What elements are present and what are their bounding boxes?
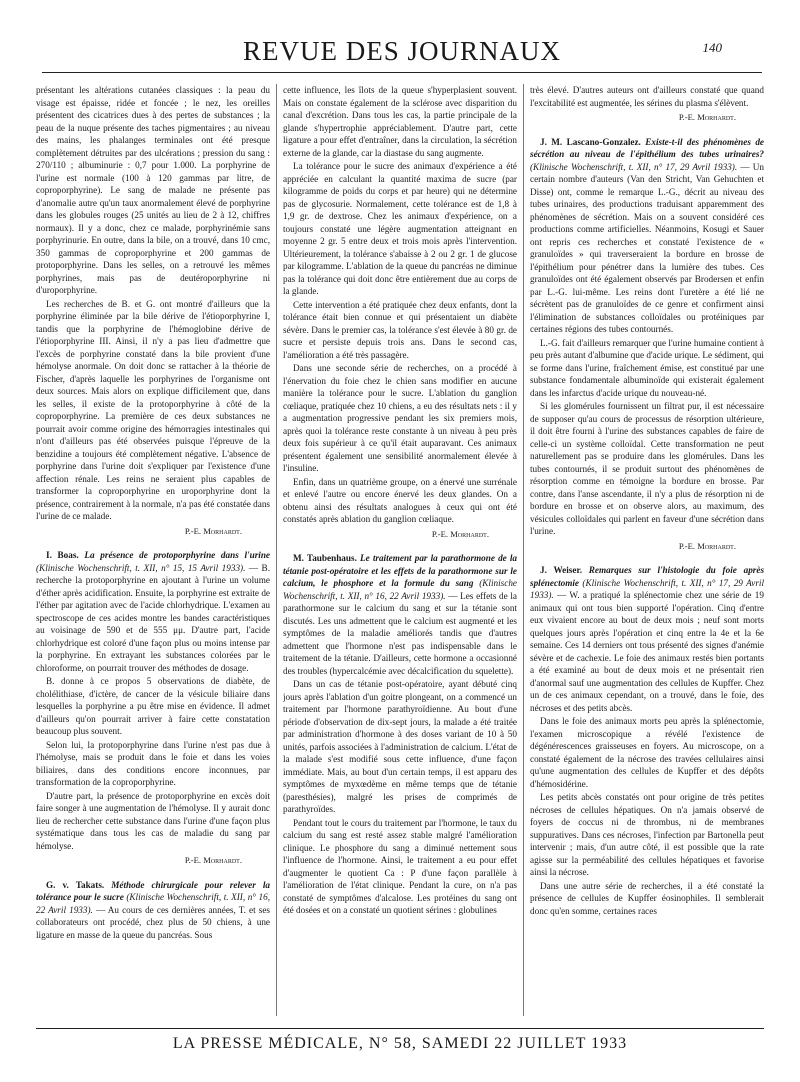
article-title: Méthode chirurgicale pour relever la tolérance pour le sucre	[36, 879, 270, 902]
article-citation: (Klinische Wochenschrift, t. XII, n° 16, 22 Avril 1933).	[283, 578, 517, 601]
article-columns	[36, 84, 764, 1016]
article-author: J. M. Lascano-Gonzalez.	[540, 136, 641, 147]
article-title: Existe-t-il des phénomènes de sécrétion au niveau de l'épithélium des tubes urinaires?	[530, 136, 764, 159]
signature: P.-E. Morhardt.	[678, 540, 736, 551]
article-author: J. Weiser.	[540, 565, 582, 575]
paragraph: présentant les altérations cutanées classiques : la peau du visage est épaisse, ridée et foncée ; le nez, les oreilles présentent des cicatrices dues à des pertes de substances ; la peau de la nuque présente des taches pigmentaires ; au niveau des mains, les phalanges terminales ont été presque complètement détruites par des ulcérations ; pression du sang : 270/110 ; albuminurie : 0,7 pour 1.000. La porphyrine de l'urine est normale (100 à 120 gammas par litre, de coproporphyrine). Le sang de malade ne présente pas d'anomalie autre qu'un taux anormalement élevé de porphyrine dans les globules rouges (25 unités au lieu de 2 à 12, chiffres normaux). Il y a donc, chez ce malade, porphyrinémie sans porphyrinurie. En outre, dans la bile, on a trouvé, dans 10 cmc, 350 gammas de coproporphyrine et 200 gammas de protoporphyrine. Dans les selles, on a retrouvé les mêmes porphyrines, mais pas de deutéroporphyrine ni d'uroporphyrine.	[36, 85, 270, 295]
paragraph: Dans un cas de tétanie post-opératoire, ayant débuté cinq jours après l'ablation d'un goitre plongeant, on a commencé un traitement par l'hormone parathyroïdienne. Au bout d'une période d'observation de dix-sept jours, la malade a été traitée par administration d'hormone à des doses variant de 10 à 50 unités, parfois associées à l'administration de calcium. L'état de la malade s'est modifié sous cette influence, d'une façon immédiate. Mais, au bout d'un certain temps, il est apparu des symptômes de myxœdème en même temps que de tétanie (paresthésies), malgré les prises de comprimés de parathyroïdes.	[283, 679, 517, 814]
paragraph: Dans une seconde série de recherches, on a procédé à l'énervation du foie chez le chien sans modifier en aucune manière la tolérance pour le sucre. L'ablation du ganglion cœliaque, pratiquée chez 10 chiens, a eu des résultats nets : il y a augmentation progressive pendant les six premiers mois, après quoi la tolérance reste constante à un niveau à peu près deux fois supérieur à ce qu'il était auparavant. Ces animaux présentent également une sensibilité anormalement élevée à l'insuline.	[283, 363, 517, 473]
article-author: M. Taubenhaus.	[293, 553, 357, 563]
article-title: La présence de protoporphyrine dans l'urine	[84, 550, 270, 560]
column-divider	[523, 84, 524, 1016]
page-footer	[36, 1028, 764, 1062]
article-body: — Un certain nombre d'auteurs (Van den Stricht, Van Gehuchten et Disse) ont, comme le remarque L.-G., décrit au niveau des tubes urinaires, des productions traduisant apparemment des phénomènes de sécrétion. Mais on a souvent considéré ces productions comme artificielles. Néanmoins, Kosugi et Sauer ont repris ces recherches et constaté l'existence de « granuloïdes » qui traverseraient la bordure en brosse de l'épithélium pour pénétrer dans la lumière des tubes. Ces granuloïdes ont été également observés par Brodersen et enfin par L.-G. lui-même. Les reins dont l'uretère a été lié ne sécrètent pas de granuloïdes de ce genre et confirment ainsi l'élimination de substances colloïdales ou protéiniques par certaines régions des tubes contournés.	[530, 161, 764, 334]
article-title: Le traitement par la parathormone de la tétanie post-opératoire et les effets de la parathormone sur le calcium, le phosphore et la formule du sang	[283, 553, 517, 588]
paragraph: cette influence, les îlots de la queue s'hyperplasient souvent. Mais on constate également de la sclérose avec disparition du canal d'excrétion. Dans tous les cas, la partie principale de la glande s'hypertrophie appréciablement. D'autre part, cette ligature a pour effet d'entraîner, dans la circulation, la sécrétion externe de la glande, car la diastase du sang augmente.	[283, 85, 517, 158]
footer-rule	[36, 1028, 764, 1029]
article-body: — Les effets de la parathormone sur le calcium du sang et sur la tétanie sont discutés. Les uns admettent que le calcium est augmenté et les symptômes de la maladie améliorés tandis que d'autres admettent que l'hormone n'est pas indispensable dans le traitement de la tétanie. D'ailleurs, cette hormone a occasionné des troubles (hypercalcémie avec décalcification du squelette).	[283, 590, 517, 676]
signature: P.-E. Morhardt.	[184, 855, 242, 865]
signature: P.-E. Morhardt.	[678, 112, 736, 122]
article-takats	[36, 879, 270, 942]
paragraph: L.-G. fait d'ailleurs remarquer que l'urine humaine contient à peu près autant d'albumine que d'acide urique. Le sédiment, qui se forme dans l'urine, fraîchement émise, est constitué par une substance fondamentale albuminoïde qui existerait également dans les infarctus d'acide urique du nouveau-né.	[530, 337, 764, 398]
article-taubenhaus	[283, 552, 517, 677]
signature: P.-E. Morhardt.	[184, 525, 242, 536]
paragraph: Pendant tout le cours du traitement par l'hormone, le taux du calcium du sang est resté assez stable malgré l'amélioration clinique. Le phosphore du sang a diminué nettement sous l'influence de l'hormone. Ainsi, le traitement a eu pour effet d'augmenter le quotient Ca : P d'une façon parallèle à l'amélioration de l'état clinique. Pendant la cure, on n'a pas constaté de symptômes d'alcalose. Les protéines du sang ont été dosées et on a constaté un quotient sérines : globulines	[283, 817, 517, 915]
signature: P.-E. Morhardt.	[431, 528, 489, 539]
article-author: I. Boas.	[46, 550, 79, 560]
page-header	[42, 30, 762, 70]
article-title: Remarques sur l'histologie du foie après splénectomie	[530, 565, 764, 588]
issue-line: LA PRESSE MÉDICALE, N° 58, SAMEDI 22 JUILLET 1933	[172, 1035, 628, 1052]
article-body: — B. recherche la protoporphyrine en ajoutant à l'urine un volume d'éther après acidification. Ensuite, la porphyrine est extraite de l'éther par agitation avec de l'acide chlorhydrique. L'examen au spectroscope de ces acides montre les bandes caractéristiques au voisinage de 590 et de 555 μμ. D'autre part, l'acide chlorhydrique est coloré d'une façon plus ou moins intense par la porphyrine. En extrayant les substances colorées par le chloroforme, on pourrait trouver des méthodes de dosage.	[36, 562, 270, 673]
paragraph: Si les glomérules fournissent un filtrat pur, il est nécessaire de supposer qu'au cours de processus de résorption ultérieure, il doit être fourni à l'urine des substances capables de faire de celle-ci un système colloïdal. Cette transformation ne peut naturellement pas se produire dans les glomérules. Dans les tubes contournés, il se produit surtout des phénomènes de résorption comme en témoigne la bordure en brosse. Par contre, dans l'anse ascendante, il n'y a plus de résorption ni de bordure en brosse et on observe alors, au maximum, des vésicules colloïdales qui parlent en faveur d'une sécrétion dans l'urine.	[530, 401, 764, 536]
paragraph: Dans le foie des animaux morts peu après la splénectomie, l'examen microscopique a révélé l'existence de dégénérescences graisseuses en foyers. Au microscope, on a constaté également de la nécrose des travées cellulaires ainsi qu'une augmentation des cellules de Kupffer et des dépôts d'hémosidérine.	[530, 716, 764, 789]
paragraph: Les recherches de B. et G. ont montré d'ailleurs que la porphyrine éliminée par la bile dérive de l'étioporphyrine I, tandis que la porphyrine de l'hémoglobine dérive de l'étioporphyrine III. Ainsi, il n'y a pas lieu d'admettre que l'excès de porphyrine constaté dans la bile provient d'une hémolyse anormale. On doit donc se rattacher à la théorie de Fischer, d'après laquelle les porphyrines de l'organisme ont deux sources. Mais alors on explique difficilement que, dans les selles, il existe de la protoporphyrine à côté de la coproporphyrine. La première de ces deux substances ne pourrait avoir comme origine des hémorragies intestinales qui n'ont d'ailleurs pas été observées puisque l'épreuve de la benzidine a toujours été complètement négative. L'absence de porphyrine dans l'urine doit s'expliquer par l'existence d'une affection rénale. Les reins ne seraient plus capables de transformer la coproporphyrine en uroporphyrine dont la présence, contrairement à la normale, n'a pas été constatée dans l'urine de ce malade.	[36, 298, 270, 521]
header-rule	[42, 72, 762, 73]
column-3	[530, 84, 764, 1016]
article-body: — W. a pratiqué la splénectomie chez une série de 19 animaux qui ont tous bien supporté l'opération. Cinq d'entre eux vivaient encore au bout de deux mois ; neuf sont morts quelques jours après l'opération et cinq entre la 4e et la 6e semaine. Ces 14 derniers ont tous présenté des signes d'anémie sévère et de cachexie. Le foie des animaux restés bien portants a été examiné au bout de deux mois et ne présentait rien d'anormal sauf une augmentation des cellules de Kupffer. Chez un de ces animaux cependant, on a trouvé, dans le foie, des nécroses et des petits abcès.	[530, 590, 764, 713]
journal-title: REVUE DES JOURNAUX	[242, 36, 561, 66]
paragraph: très élevé. D'autres auteurs ont d'ailleurs constaté que quand l'excitabilité est augmentée, les sérines du plasma s'élèvent.	[530, 85, 764, 108]
article-citation: (Klinische Wochenschrift, t. XII, n° 17, 29 Avril 1933).	[530, 161, 738, 172]
paragraph: Les petits abcès constatés ont pour origine de très petites nécroses de cellules hépatiques. On n'a jamais observé de foyers de coccus ni de thrombus, ni de membranes suppuratives. Dans ces nécroses, l'infection par Bartonella peut intervenir ; mais, d'un autre côté, il est possible que la rate agisse sur la perméabilité des cellules hépatiques et favorise ainsi la nécrose.	[530, 792, 764, 877]
article-citation: (Klinische Wochenschrift, t. XII, n° 17, 29 Avril 1933).	[530, 577, 764, 600]
paragraph: B. donne à ce propos 5 observations de diabète, de cholélithiase, d'ictère, de cancer de la vésicule biliaire dans lesquelles la porphyrine a pu être mise en évidence. Il admet d'ailleurs qu'on pourrait arriver à faire cette constatation beaucoup plus souvent.	[36, 676, 270, 736]
paragraph: Selon lui, la protoporphyrine dans l'urine n'est pas due à l'hémolyse, mais se produit dans le foie et dans les voies biliaires, dans des conditions encore inconnues, par transformation de la coproporphyrine.	[36, 739, 270, 787]
article-boas	[36, 549, 270, 674]
column-1	[36, 84, 270, 1016]
paragraph: Cette intervention a été pratiquée chez deux enfants, dont la tolérance était bien connue et qui présentaient un diabète sévère. Dans le premier cas, la tolérance s'est élevée à 80 gr. de sucre et persiste depuis trois ans. Dans le second cas, l'amélioration a été très passagère.	[283, 299, 517, 360]
column-divider	[276, 84, 277, 1016]
article-author: G. v. Takats.	[46, 879, 105, 890]
article-body: — Au cours de ces dernières années, T. et ses collaborateurs ont procédé, chez plus de 50 chiens, à une ligature en masse de la queue du pancréas. Sous	[36, 904, 270, 940]
column-2	[283, 84, 517, 1016]
page-number: 140	[702, 40, 722, 55]
article-weiser	[530, 564, 764, 714]
article-citation: (Klinische Wochenschrift, t. XII, n° 16, 22 Avril 1933).	[36, 892, 270, 915]
paragraph: La tolérance pour le sucre des animaux d'expérience a été appréciée en calculant la quantité maxima de sucre (par kilogramme de poids du corps et par heure) qui ne détermine pas de glycosurie. Normalement, cette tolérance est de 1,8 à 1,9 gr. de dextrose. Chez les animaux d'expérience, on a toujours constaté une légère augmentation atteignant en moyenne 2 gr. 5 entre deux et trois mois après l'intervention. Ultérieurement, la tolérance s'abaisse à 2 ou 2 gr. 1 de glucose par kilogramme. L'ablation de la queue du pancréas ne diminue pas la tolérance qui doit donc être entièrement due au corps de la glande.	[283, 161, 517, 296]
article-citation: (Klinische Wochenschrift, t. XII, n° 15, 15 Avril 1933).	[36, 562, 246, 573]
article-lascano-gonzalez	[530, 136, 764, 336]
paragraph: Dans une autre série de recherches, il a été constaté la présence de cellules de Kupffer éosinophiles. Il semblerait donc qu'en somme, certaines races	[530, 880, 764, 916]
paragraph: Enfin, dans un quatrième groupe, on a énervé une surrénale et enlevé l'autre ou encore énervé les deux glandes. On a obtenu ainsi des résultats analogues à ceux qui ont été constatés après ablation du ganglion cœliaque.	[283, 476, 517, 524]
paragraph: D'autre part, la présence de protoporphyrine en excès doit faire songer à une augmentation de l'hémolyse. Il y aurait donc lieu de rechercher cette substance dans l'urine d'une façon plus systématique dans tous les cas de maladie du sang par hémolyse.	[36, 790, 270, 851]
